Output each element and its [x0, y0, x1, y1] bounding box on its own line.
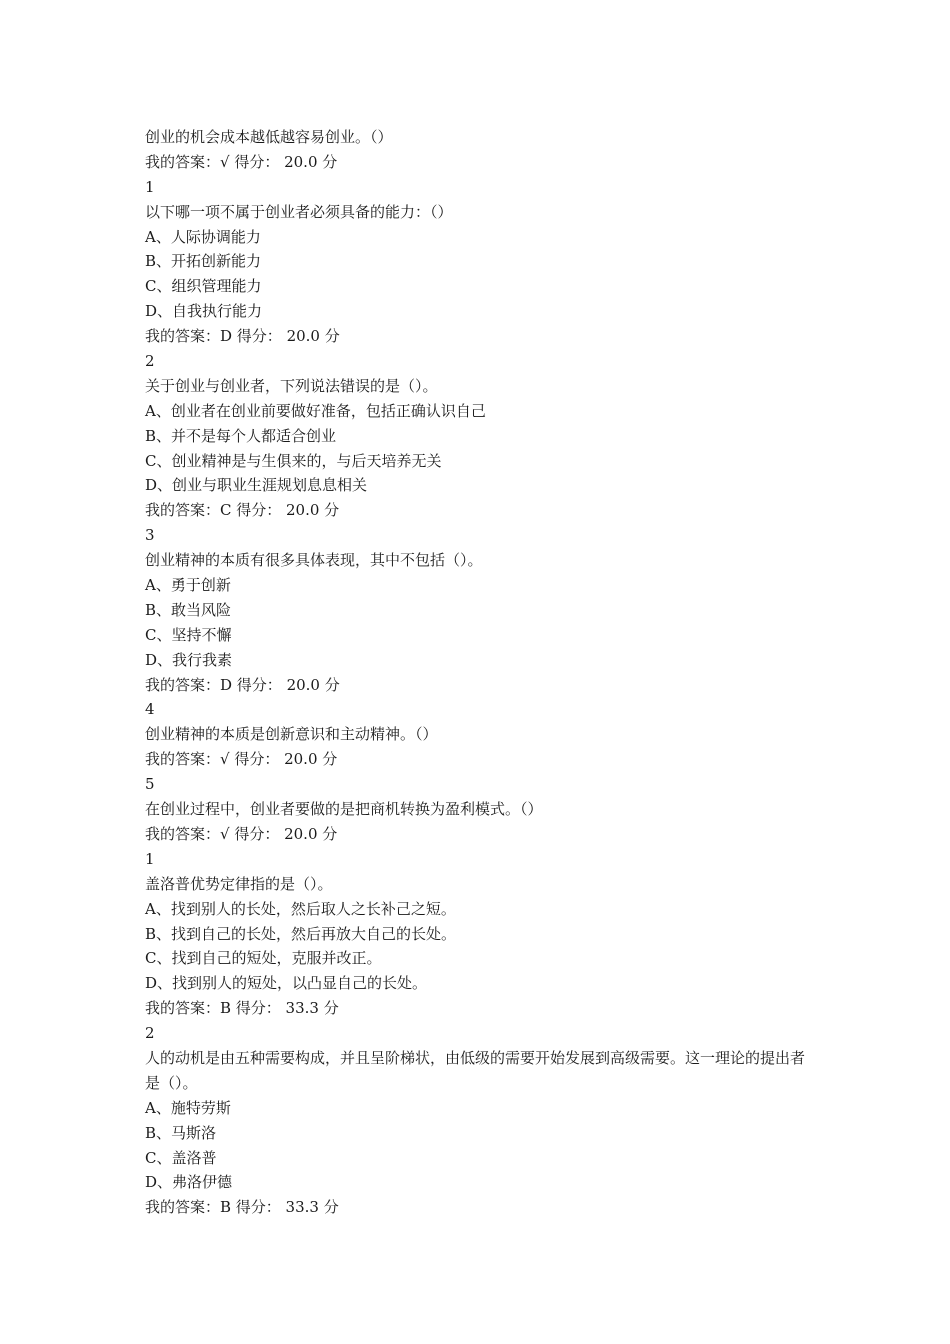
question-text: 创业精神的本质有很多具体表现，其中不包括（）。 [145, 551, 483, 570]
question-text: 关于创业与创业者，下列说法错误的是（）。 [145, 376, 438, 395]
option-b: B、马斯洛 [145, 1123, 217, 1142]
option-a: A、施特劳斯 [145, 1098, 231, 1117]
question-text: 在创业过程中，创业者要做的是把商机转换为盈利模式。（） [145, 800, 543, 819]
option-c: C、坚持不懈 [145, 625, 232, 644]
option-c: C、创业精神是与生俱来的，与后天培养无关 [145, 451, 442, 470]
option-a: A、创业者在创业前要做好准备，包括正确认识自己 [145, 401, 486, 420]
option-a: A、找到别人的长处，然后取人之长补己之短。 [145, 899, 456, 918]
option-a: A、勇于创新 [145, 576, 231, 595]
option-b: B、并不是每个人都适合创业 [145, 426, 337, 445]
answer-score: 我的答案：B 得分： 33.3 分 [145, 1198, 339, 1217]
option-c: C、找到自己的短处，克服并改正。 [145, 949, 382, 968]
question-text: 人的动机是由五种需要构成，并且呈阶梯状，由低级的需要开始发展到高级需要。这一理论的提出者是（）。 [145, 1048, 806, 1092]
answer-score: 我的答案：B 得分： 33.3 分 [145, 999, 339, 1018]
option-b: B、开拓创新能力 [145, 252, 262, 271]
question-text: 以下哪一项不属于创业者必须具备的能力：（） [145, 202, 453, 221]
answer-score: 我的答案：D 得分： 20.0 分 [145, 675, 340, 694]
option-d: D、我行我素 [145, 650, 233, 669]
question-number: 1 [145, 177, 155, 196]
option-b: B、找到自己的长处，然后再放大自己的长处。 [145, 924, 457, 943]
option-d: D、找到别人的短处，以凸显自己的长处。 [145, 974, 428, 993]
question-number: 3 [145, 526, 155, 545]
option-a: A、人际协调能力 [145, 227, 261, 246]
option-c: C、盖洛普 [145, 1148, 217, 1167]
answer-score: 我的答案：√ 得分： 20.0 分 [145, 824, 338, 843]
option-d: D、创业与职业生涯规划息息相关 [145, 476, 368, 495]
option-d: D、弗洛伊德 [145, 1173, 233, 1192]
question-number: 1 [145, 849, 155, 868]
option-b: B、敢当风险 [145, 600, 232, 619]
option-d: D、自我执行能力 [145, 302, 263, 321]
question-number: 5 [145, 775, 155, 794]
answer-score: 我的答案：√ 得分： 20.0 分 [145, 152, 338, 171]
question-number: 4 [145, 700, 155, 719]
question-text: 创业精神的本质是创新意识和主动精神。（） [145, 725, 438, 744]
document-page [145, 125, 825, 1220]
answer-score: 我的答案：D 得分： 20.0 分 [145, 327, 340, 346]
question-text: 创业的机会成本越低越容易创业。（） [145, 128, 393, 146]
answer-score: 我的答案：C 得分： 20.0 分 [145, 501, 340, 520]
question-number: 2 [145, 352, 155, 371]
option-c: C、组织管理能力 [145, 277, 262, 296]
answer-score: 我的答案：√ 得分： 20.0 分 [145, 750, 338, 769]
question-number: 2 [145, 1024, 155, 1043]
question-text: 盖洛普优势定律指的是（）。 [145, 874, 333, 893]
